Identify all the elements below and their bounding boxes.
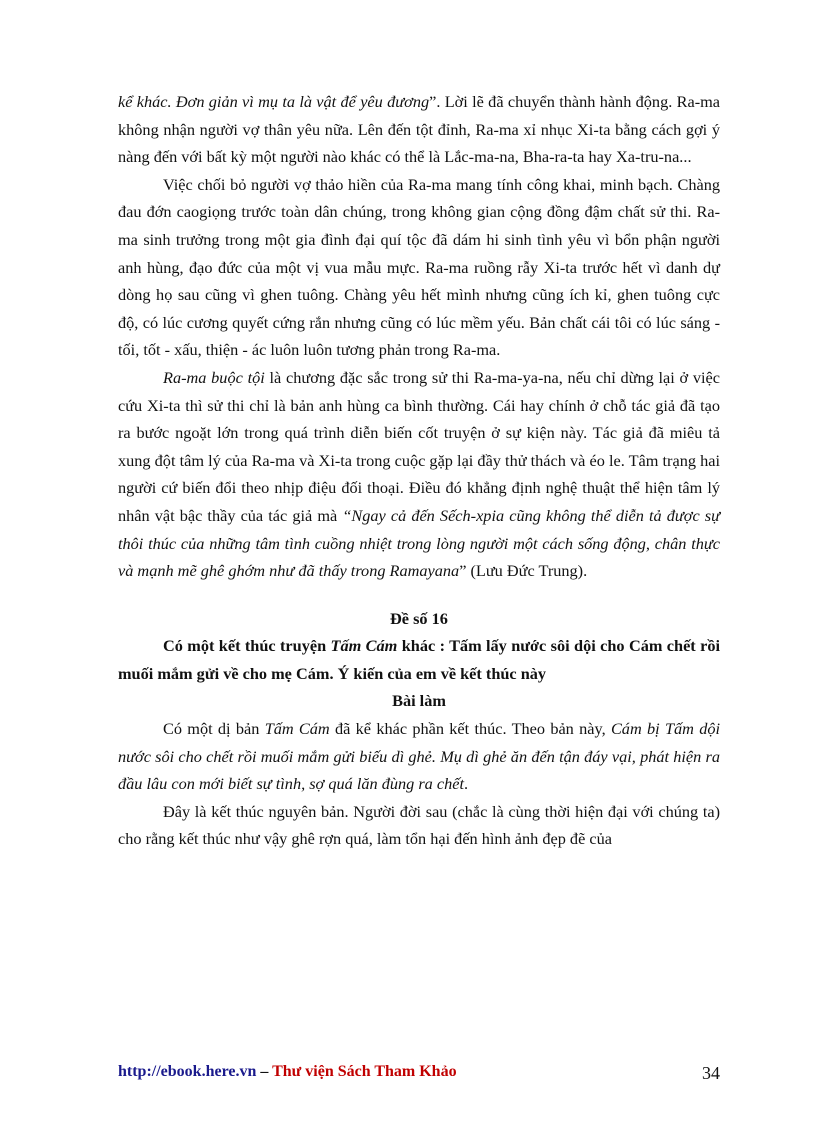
citation: ” (Lưu Đức Trung). xyxy=(459,561,588,581)
italic-summary: Cám bị Tấm dội nước sôi cho chết rồi muối mắm gửi biếu dì ghẻ. Mụ dì ghẻ ăn đến tận đáy vại, phát hiện ra đầu lâu con mới biết sự tình, sợ quá lăn đùng ra chết xyxy=(118,719,720,794)
answer-title: Bài làm xyxy=(392,691,446,711)
paragraph-text: . xyxy=(464,774,469,794)
page-number: 34 xyxy=(702,1063,720,1083)
footer-source xyxy=(118,1063,457,1081)
paragraph-2: Việc chối bỏ người vợ thảo hiền của Ra-ma mang tính công khai, minh bạch. Chàng đau đớn caogiọng trước toàn dân chúng, trong không gian cộng đồng đậm chất sử thi. Ra-ma sinh trưởng trong một gia đình đại quí tộc đã dám hi sinh tình yêu vì bổn phận người anh hùng, đạo đức của một vị vua mẫu mực. Ra-ma ruồng rẫy Xi-ta trước hết vì danh dự dòng họ sau cũng vì ghen tuông. Chàng yêu hết mình nhưng cũng ích kỉ, ghen tuông cực độ, có lúc cương quyết cứng rắn nhưng cũng có lúc mềm yếu. Bản chất cái tôi có lúc sáng - tối, tốt - xấu, thiện - ác luôn luôn tương phản trong Ra-ma. xyxy=(118,174,720,360)
footer-library-name: Thư viện Sách Tham Khảo xyxy=(272,1063,457,1080)
footer-url-link[interactable]: http://ebook.here.vn xyxy=(118,1063,257,1080)
quotation: “Ngay cả đến Sếch-xpia cũng không thể diễn tả được sự thôi thúc của những tâm tình cuồng nhiệt trong lòng người một cách sống động, chân thực và mạnh mẽ ghê ghớm như đã thấy trong Ramayana xyxy=(118,505,720,581)
paragraph-text: đã kể khác phần kết thúc. Theo bản này, xyxy=(329,719,611,739)
paragraph-5: Đây là kết thúc nguyên bản. Người đời sau (chắc là cùng thời hiện đại với chúng ta) cho rằng kết thúc như vậy ghê rợn quá, làm tổn hại đến hình ảnh đẹp đẽ của xyxy=(118,801,720,849)
question-text xyxy=(118,632,720,687)
paragraph-text: Có một dị bản xyxy=(163,719,265,739)
paragraph-4 xyxy=(118,715,720,798)
section-title: Đề số 16 xyxy=(390,608,448,628)
story-title: Tấm Cám xyxy=(330,636,398,656)
body-text xyxy=(118,88,720,853)
question-part: Có một kết thúc truyện xyxy=(163,636,331,656)
paragraph-text: ”. Lời lẽ đã chuyển thành hành động. Ra-ma không nhận người vợ thân yêu nữa. Lên đến tột đỉnh, Ra-ma xỉ nhục Xi-ta bằng cách gợi ý nàng đến với bất kỳ một người nào khác có thể là Lắc-ma-na, Bha-ra-ta hay Xa-tru-na... xyxy=(118,92,721,167)
paragraph-3 xyxy=(118,364,720,585)
question-part: khác : Tấm lấy nước sôi dội cho Cám chết rồi muối mắm gửi về cho mẹ Cám. Ý kiến của em về kết thúc này xyxy=(118,636,720,683)
paragraph-text: là chương đặc sắc trong sử thi Ra-ma-ya-na, nếu chỉ dừng lại ở việc cứu Xi-ta thì sử thi chỉ là bản anh hùng ca bình thường. Cái hay chính ở chỗ tác giả đã tạo ra bước ngoặt lớn trong quá trình diễn biến cốt truyện ở sự kiện này. Tác giả đã miêu tả xung đột tâm lý của Ra-ma và Xi-ta trong cuộc gặp lại đầy thử thách và éo le. Tâm trạng hai người cứ biến đổi theo nhịp điệu đối thoại. Điều đó khẳng định nghệ thuật thể hiện tâm lý nhân vật bậc thầy của tác giả mà xyxy=(118,367,720,525)
page-footer xyxy=(118,1063,720,1087)
footer-separator: – xyxy=(256,1063,273,1080)
paragraph-1 xyxy=(118,88,720,171)
chapter-title: Ra-ma buộc tội xyxy=(163,367,265,387)
story-title: Tấm Cám xyxy=(264,719,330,739)
italic-quote: kể khác. Đơn giản vì mụ ta là vật để yêu đương xyxy=(118,92,430,111)
